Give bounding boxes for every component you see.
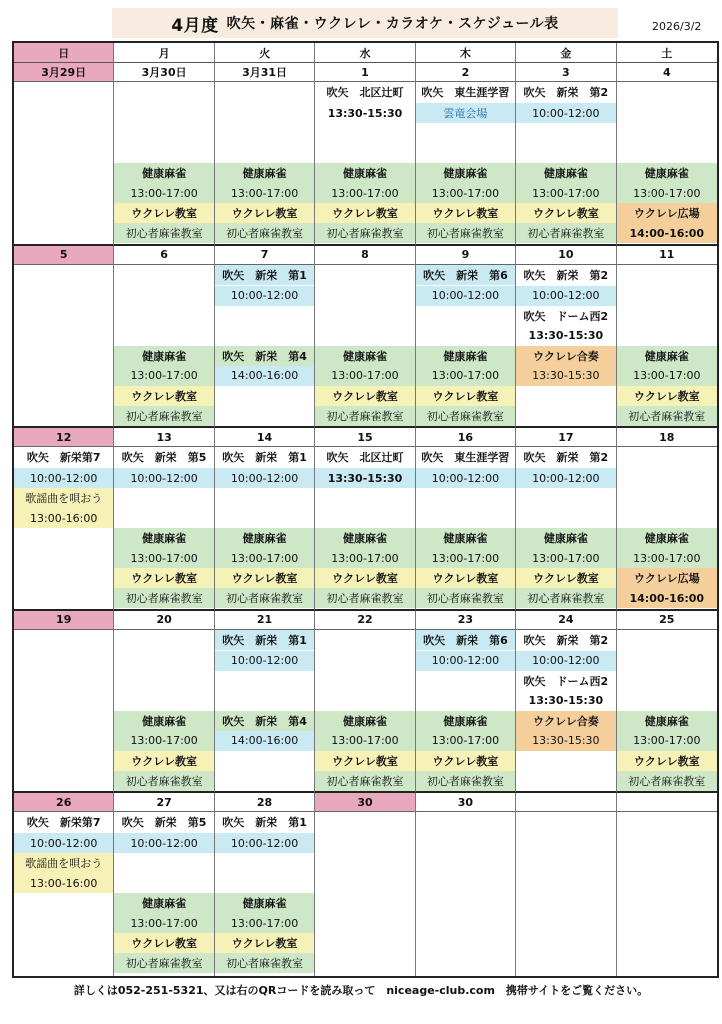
schedule-entry: 10:00-12:00 bbox=[516, 468, 615, 488]
weekday-header: 月 bbox=[114, 43, 214, 63]
day-number: 3月30日 bbox=[114, 63, 213, 82]
day-number: 15 bbox=[315, 428, 414, 447]
day-number: 16 bbox=[416, 428, 515, 447]
schedule-entry: 13:00-17:00 bbox=[416, 548, 515, 568]
schedule-entry: 吹矢 新栄 第6 bbox=[416, 265, 515, 285]
day-cell bbox=[315, 428, 415, 611]
schedule-entry: 吹矢 新栄 第1 bbox=[222, 816, 307, 830]
day-cell bbox=[14, 611, 114, 794]
day-number: 1 bbox=[315, 63, 414, 82]
schedule-entry: 13:30-15:30 bbox=[528, 329, 604, 343]
day-number: 26 bbox=[14, 793, 113, 812]
day-cell bbox=[516, 428, 616, 611]
day-cell bbox=[114, 428, 214, 611]
day-cell bbox=[416, 611, 516, 794]
schedule-entry: 13:00-16:00 bbox=[14, 508, 113, 528]
day-cell bbox=[516, 793, 616, 976]
schedule-entry: 吹矢 新栄 第1 bbox=[215, 630, 314, 650]
schedule-entry: 13:00-17:00 bbox=[416, 183, 515, 203]
schedule-entry: ウクレレ教室 bbox=[516, 203, 615, 223]
schedule-entry: 健康麻雀 bbox=[416, 711, 515, 731]
day-number: 3 bbox=[516, 63, 615, 82]
day-number: 19 bbox=[14, 611, 113, 630]
day-number: 11 bbox=[617, 246, 717, 265]
day-number: 8 bbox=[315, 246, 414, 265]
schedule-entry: 初心者麻雀教室 bbox=[215, 953, 314, 973]
schedule-entry: 吹矢 新栄第7 bbox=[26, 451, 101, 465]
schedule-entry: 初心者麻雀教室 bbox=[114, 771, 213, 791]
day-number: 13 bbox=[114, 428, 213, 447]
schedule-entry: 健康麻雀 bbox=[416, 163, 515, 183]
day-cell bbox=[315, 793, 415, 976]
schedule-entry: 健康麻雀 bbox=[114, 163, 213, 183]
day-cell bbox=[416, 246, 516, 429]
schedule-entry: 13:00-17:00 bbox=[215, 183, 314, 203]
schedule-entry: 吹矢 ドーム西2 bbox=[523, 309, 609, 323]
schedule-entry: 初心者麻雀教室 bbox=[416, 223, 515, 243]
schedule-entry: 健康麻雀 bbox=[617, 346, 717, 366]
schedule-entry: 13:00-17:00 bbox=[114, 731, 213, 751]
schedule-entry: 初心者麻雀教室 bbox=[416, 406, 515, 426]
schedule-entry: ウクレレ教室 bbox=[114, 203, 213, 223]
weekday-header: 金 bbox=[516, 43, 616, 63]
schedule-entry: 13:00-17:00 bbox=[315, 366, 414, 386]
schedule-entry: ウクレレ教室 bbox=[416, 751, 515, 771]
schedule-entry: ウクレレ教室 bbox=[416, 203, 515, 223]
schedule-entry: ウクレレ教室 bbox=[617, 751, 717, 771]
day-number: 6 bbox=[114, 246, 213, 265]
schedule-entry: 初心者麻雀教室 bbox=[114, 953, 213, 973]
schedule-entry: 雲竜会場 bbox=[416, 103, 515, 123]
day-cell bbox=[416, 63, 516, 246]
weekday-header: 土 bbox=[617, 43, 717, 63]
weekday-header: 日 bbox=[14, 43, 114, 63]
schedule-entry: 初心者麻雀教室 bbox=[114, 588, 213, 608]
day-cell bbox=[617, 611, 717, 794]
day-cell bbox=[617, 793, 717, 976]
schedule-entry: 吹矢 新栄 第5 bbox=[121, 451, 207, 465]
schedule-entry: 13:00-17:00 bbox=[215, 913, 314, 933]
schedule-entry: 健康麻雀 bbox=[114, 711, 213, 731]
schedule-entry: 13:00-17:00 bbox=[114, 183, 213, 203]
schedule-entry: 吹矢 新栄 第1 bbox=[222, 451, 307, 465]
schedule-entry: 10:00-12:00 bbox=[416, 468, 515, 488]
day-number: 21 bbox=[215, 611, 314, 630]
calendar-grid bbox=[12, 41, 719, 978]
schedule-entry: 13:00-17:00 bbox=[215, 548, 314, 568]
schedule-entry: 初心者麻雀教室 bbox=[617, 406, 717, 426]
schedule-entry: 歌謡曲を唄おう bbox=[14, 853, 113, 873]
day-cell bbox=[315, 611, 415, 794]
schedule-entry: 初心者麻雀教室 bbox=[215, 588, 314, 608]
schedule-entry: 10:00-12:00 bbox=[416, 651, 515, 671]
day-number: 23 bbox=[416, 611, 515, 630]
schedule-entry: 10:00-12:00 bbox=[114, 468, 213, 488]
day-number: 22 bbox=[315, 611, 414, 630]
day-cell bbox=[114, 793, 214, 976]
schedule-entry: 13:00-17:00 bbox=[114, 548, 213, 568]
schedule-entry: 10:00-12:00 bbox=[215, 468, 314, 488]
schedule-entry: 14:00-16:00 bbox=[617, 223, 717, 243]
day-number: 20 bbox=[114, 611, 213, 630]
weekday-header: 木 bbox=[416, 43, 516, 63]
schedule-entry: 初心者麻雀教室 bbox=[114, 223, 213, 243]
schedule-entry: 健康麻雀 bbox=[215, 528, 314, 548]
schedule-entry: 健康麻雀 bbox=[416, 346, 515, 366]
schedule-entry: 10:00-12:00 bbox=[215, 651, 314, 671]
schedule-entry: 初心者麻雀教室 bbox=[416, 588, 515, 608]
schedule-entry: 13:30-15:30 bbox=[516, 366, 615, 386]
day-cell bbox=[215, 63, 315, 246]
day-number bbox=[617, 793, 717, 812]
schedule-entry: 初心者麻雀教室 bbox=[416, 771, 515, 791]
schedule-entry: 13:30-15:30 bbox=[327, 106, 403, 120]
day-cell bbox=[114, 246, 214, 429]
schedule-entry: 13:00-17:00 bbox=[617, 548, 717, 568]
schedule-entry: 健康麻雀 bbox=[114, 528, 213, 548]
schedule-entry: 健康麻雀 bbox=[315, 163, 414, 183]
title-month: 4月度 bbox=[171, 15, 219, 36]
schedule-entry: 健康麻雀 bbox=[617, 528, 717, 548]
day-cell bbox=[516, 63, 616, 246]
schedule-entry: ウクレレ教室 bbox=[114, 386, 213, 406]
schedule-entry: 初心者麻雀教室 bbox=[516, 223, 615, 243]
schedule-entry: 吹矢 北区辻町 bbox=[326, 86, 404, 99]
schedule-entry: 10:00-12:00 bbox=[14, 468, 113, 488]
schedule-entry: ウクレレ教室 bbox=[114, 568, 213, 588]
schedule-entry: 健康麻雀 bbox=[114, 346, 213, 366]
schedule-entry: 健康麻雀 bbox=[215, 893, 314, 913]
schedule-entry: 13:00-16:00 bbox=[14, 873, 113, 893]
schedule-entry: 13:30-15:30 bbox=[516, 731, 615, 751]
schedule-entry: 13:30-15:30 bbox=[528, 694, 604, 708]
day-number: 30 bbox=[315, 793, 414, 812]
schedule-entry: 健康麻雀 bbox=[416, 528, 515, 548]
schedule-entry: 10:00-12:00 bbox=[14, 833, 113, 853]
schedule-entry: 初心者麻雀教室 bbox=[215, 223, 314, 243]
schedule-entry: 吹矢 東生涯学習 bbox=[421, 86, 510, 99]
issue-date: 2026/3/2 bbox=[652, 20, 702, 33]
schedule-entry: 吹矢 新栄 第2 bbox=[523, 451, 609, 465]
day-cell bbox=[617, 63, 717, 246]
day-cell bbox=[416, 793, 516, 976]
weekday-header: 火 bbox=[215, 43, 315, 63]
schedule-entry: ウクレレ教室 bbox=[315, 751, 414, 771]
schedule-entry: 10:00-12:00 bbox=[516, 651, 615, 671]
page-title bbox=[112, 8, 618, 38]
schedule-entry: ウクレレ教室 bbox=[315, 203, 414, 223]
schedule-entry: 13:00-17:00 bbox=[617, 183, 717, 203]
schedule-entry: 吹矢 新栄 第2 bbox=[523, 633, 609, 647]
schedule-entry: ウクレレ教室 bbox=[315, 568, 414, 588]
schedule-entry: 吹矢 新栄 第2 bbox=[523, 86, 609, 99]
schedule-entry: 13:00-17:00 bbox=[315, 183, 414, 203]
schedule-entry: 健康麻雀 bbox=[315, 528, 414, 548]
day-number: 9 bbox=[416, 246, 515, 265]
schedule-entry: 健康麻雀 bbox=[315, 711, 414, 731]
day-cell bbox=[215, 246, 315, 429]
schedule-entry: 吹矢 新栄 第4 bbox=[215, 711, 314, 731]
schedule-entry: ウクレレ教室 bbox=[114, 933, 213, 953]
schedule-entry: 初心者麻雀教室 bbox=[516, 588, 615, 608]
schedule-entry: 吹矢 新栄 第6 bbox=[416, 630, 515, 650]
schedule-entry: 吹矢 新栄第7 bbox=[26, 816, 101, 830]
schedule-entry: 14:00-16:00 bbox=[215, 731, 314, 751]
day-cell bbox=[114, 63, 214, 246]
day-cell bbox=[114, 611, 214, 794]
day-number: 5 bbox=[14, 246, 113, 265]
day-number bbox=[516, 793, 615, 812]
footer-note: 詳しくは052-251-5321、又は右のQRコードを読み取って niceage-club.com 携帯サイトをご覧ください。 bbox=[73, 984, 649, 997]
schedule-entry: 初心者麻雀教室 bbox=[315, 406, 414, 426]
day-number: 28 bbox=[215, 793, 314, 812]
schedule-entry: 13:00-17:00 bbox=[114, 366, 213, 386]
schedule-entry: ウクレレ教室 bbox=[315, 386, 414, 406]
day-number: 18 bbox=[617, 428, 717, 447]
schedule-entry: 吹矢 東生涯学習 bbox=[421, 451, 510, 465]
day-number: 3月29日 bbox=[14, 63, 113, 82]
schedule-entry: 健康麻雀 bbox=[617, 711, 717, 731]
schedule-entry: 10:00-12:00 bbox=[114, 833, 213, 853]
schedule-entry: 吹矢 新栄 第2 bbox=[523, 268, 609, 282]
schedule-entry: ウクレレ教室 bbox=[416, 568, 515, 588]
day-number: 17 bbox=[516, 428, 615, 447]
day-cell bbox=[315, 246, 415, 429]
schedule-entry: 10:00-12:00 bbox=[215, 286, 314, 306]
schedule-entry: 13:00-17:00 bbox=[416, 366, 515, 386]
day-number: 10 bbox=[516, 246, 615, 265]
day-number: 4 bbox=[617, 63, 717, 82]
schedule-entry: 初心者麻雀教室 bbox=[315, 223, 414, 243]
day-cell bbox=[215, 611, 315, 794]
schedule-entry: ウクレレ合奏 bbox=[516, 711, 615, 731]
schedule-entry: 13:00-17:00 bbox=[516, 183, 615, 203]
day-cell bbox=[14, 63, 114, 246]
day-cell bbox=[516, 246, 616, 429]
day-cell bbox=[14, 246, 114, 429]
day-cell bbox=[14, 793, 114, 976]
schedule-entry: 吹矢 新栄 第1 bbox=[215, 265, 314, 285]
schedule-entry: 初心者麻雀教室 bbox=[315, 588, 414, 608]
schedule-entry: ウクレレ広場 bbox=[617, 568, 717, 588]
day-cell bbox=[617, 246, 717, 429]
schedule-entry: 初心者麻雀教室 bbox=[617, 771, 717, 791]
day-number: 12 bbox=[14, 428, 113, 447]
schedule-entry: ウクレレ教室 bbox=[114, 751, 213, 771]
schedule-entry: 健康麻雀 bbox=[617, 163, 717, 183]
schedule-entry: ウクレレ教室 bbox=[416, 386, 515, 406]
schedule-entry: 13:00-17:00 bbox=[416, 731, 515, 751]
schedule-entry: ウクレレ教室 bbox=[516, 568, 615, 588]
schedule-entry: ウクレレ教室 bbox=[215, 203, 314, 223]
schedule-entry: 13:30-15:30 bbox=[315, 468, 414, 488]
schedule-entry: 健康麻雀 bbox=[215, 163, 314, 183]
schedule-entry: ウクレレ合奏 bbox=[516, 346, 615, 366]
day-cell bbox=[516, 611, 616, 794]
day-number: 25 bbox=[617, 611, 717, 630]
schedule-entry: ウクレレ教室 bbox=[617, 386, 717, 406]
schedule-entry: 13:00-17:00 bbox=[617, 731, 717, 751]
schedule-entry: 14:00-16:00 bbox=[617, 588, 717, 608]
day-cell bbox=[617, 428, 717, 611]
day-cell bbox=[315, 63, 415, 246]
schedule-entry: 14:00-16:00 bbox=[215, 366, 314, 386]
schedule-entry: ウクレレ広場 bbox=[617, 203, 717, 223]
day-number: 27 bbox=[114, 793, 213, 812]
schedule-entry: ウクレレ教室 bbox=[215, 568, 314, 588]
day-number: 7 bbox=[215, 246, 314, 265]
schedule-entry: 健康麻雀 bbox=[516, 528, 615, 548]
schedule-entry: ウクレレ教室 bbox=[215, 933, 314, 953]
title-text: 吹矢・麻雀・ウクレレ・カラオケ・スケジュール表 bbox=[226, 16, 559, 32]
schedule-entry: 健康麻雀 bbox=[114, 893, 213, 913]
schedule-entry: 健康麻雀 bbox=[315, 346, 414, 366]
schedule-entry: 13:00-17:00 bbox=[617, 366, 717, 386]
schedule-entry: 吹矢 新栄 第4 bbox=[215, 346, 314, 366]
schedule-entry: 13:00-17:00 bbox=[315, 548, 414, 568]
schedule-entry: 10:00-12:00 bbox=[416, 286, 515, 306]
schedule-entry: 吹矢 新栄 第5 bbox=[121, 816, 207, 830]
day-cell bbox=[215, 793, 315, 976]
day-number: 24 bbox=[516, 611, 615, 630]
schedule-entry: 10:00-12:00 bbox=[215, 833, 314, 853]
schedule-entry: 吹矢 ドーム西2 bbox=[523, 674, 609, 688]
schedule-entry: 初心者麻雀教室 bbox=[114, 406, 213, 426]
schedule-entry: 初心者麻雀教室 bbox=[315, 771, 414, 791]
schedule-entry: 健康麻雀 bbox=[516, 163, 615, 183]
day-number: 3月31日 bbox=[215, 63, 314, 82]
schedule-entry: 歌謡曲を唄おう bbox=[14, 488, 113, 508]
schedule-entry: 吹矢 北区辻町 bbox=[326, 451, 404, 465]
schedule-entry: 13:00-17:00 bbox=[516, 548, 615, 568]
schedule-entry: 13:00-17:00 bbox=[315, 731, 414, 751]
day-number: 2 bbox=[416, 63, 515, 82]
day-number: 14 bbox=[215, 428, 314, 447]
day-cell bbox=[416, 428, 516, 611]
schedule-entry: 10:00-12:00 bbox=[516, 103, 615, 123]
schedule-entry: 13:00-17:00 bbox=[114, 913, 213, 933]
weekday-header: 水 bbox=[315, 43, 415, 63]
day-cell bbox=[215, 428, 315, 611]
day-cell bbox=[14, 428, 114, 611]
schedule-entry: 10:00-12:00 bbox=[516, 286, 615, 306]
day-number: 30 bbox=[416, 793, 515, 812]
